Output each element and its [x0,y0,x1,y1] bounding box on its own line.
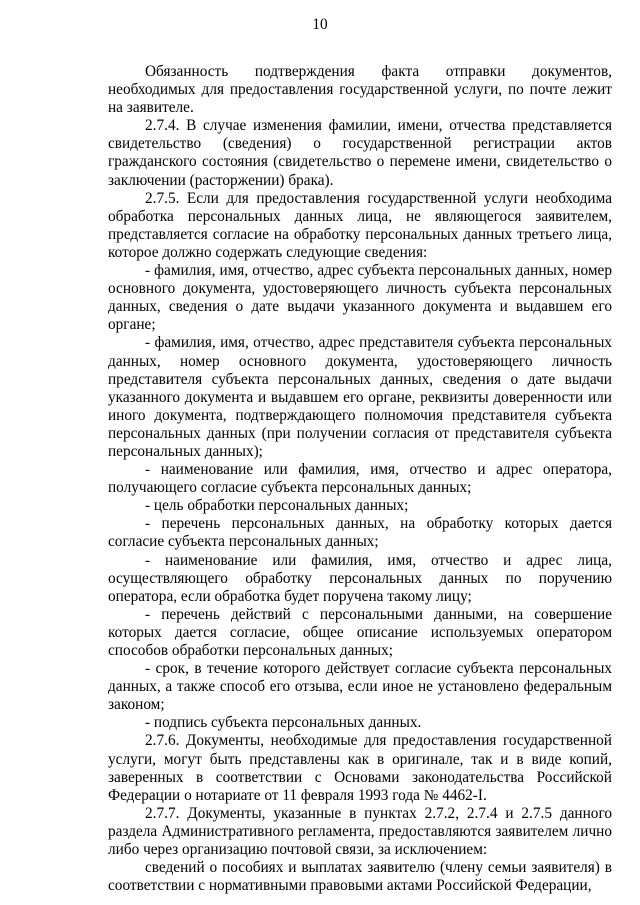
document-body [108,63,612,895]
paragraph-2-7-4: 2.7.4. В случае изменения фамилии, имени, отчества представляется свидетельство (сведения) о государственной регистрации актов гражданского состояния (свидетельство о перемене имени, свидетельство о заключении (расторжении) брака). [108,117,612,189]
list-item-operator-details: - наименование или фамилия, имя, отчество и адрес оператора, получающего согласие субъекта персональных данных; [108,461,612,497]
list-item-consent-term: - срок, в течение которого действует согласие субъекта персональных данных, а также способ его отзыва, если иное не установлено федеральным законом; [108,660,612,714]
paragraph-benefits-exception: сведений о пособиях и выплатах заявителю (члену семьи заявителя) в соответствии с нормативными правовыми актами Российской Федерации, [108,859,612,895]
list-item-representative-details: - фамилия, имя, отчество, адрес представителя субъекта персональных данных, номер основного документа, удостоверяющего личность представителя субъекта персональных данных, сведения о дате выдачи указанного документа и выдавшем его органе, реквизиты доверенности или иного документа, подтверждающего полномочия представителя субъекта персональных данных (при получении согласия от представителя субъекта персональных данных); [108,334,612,460]
list-item-signature: - подпись субъекта персональных данных. [145,714,422,732]
list-item-processor-details: - наименование или фамилия, имя, отчество и адрес лица, осуществляющего обработку персональных данных по поручению оператора, если обработка будет поручена такому лицу; [108,551,612,605]
list-item-actions-list: - перечень действий с персональными данными, на совершение которых дается согласие, общее описание используемых оператором способов обработки персональных данных; [108,605,612,659]
paragraph-postal-obligation: Обязанность подтверждения факта отправки документов, необходимых для предоставления государственной услуги, по почте лежит на заявителе. [108,63,612,117]
paragraph-2-7-6: 2.7.6. Документы, необходимые для предоставления государственной услуги, могут быть представлены как в оригинале, так и в виде копий, заверенных в соответствии с Основами законодательства Российской Федерации о нотариате от 11 февраля 1993 года № 4462-I. [108,732,612,804]
list-item-processing-purpose: - цель обработки персональных данных; [145,497,409,515]
page-number: 10 [312,16,328,33]
list-item-subject-details: - фамилия, имя, отчество, адрес субъекта персональных данных, номер основного документа, удостоверяющего личность субъекта персональных данных, сведения о дате выдачи указанного документа и выдавшем его органе; [108,262,612,334]
paragraph-2-7-5: 2.7.5. Если для предоставления государственной услуги необходима обработка персональных данных лица, не являющегося заявителем, представляется согласие на обработку персональных данных третьего лица, которое должно содержать следующие сведения: [108,189,612,261]
list-item-data-list: - перечень персональных данных, на обработку которых дается согласие субъекта персональных данных; [108,515,612,551]
paragraph-2-7-7: 2.7.7. Документы, указанные в пунктах 2.7.2, 2.7.4 и 2.7.5 данного раздела Административного регламента, предоставляются заявителем лично либо через организацию почтовой связи, за исключением: [108,804,612,859]
